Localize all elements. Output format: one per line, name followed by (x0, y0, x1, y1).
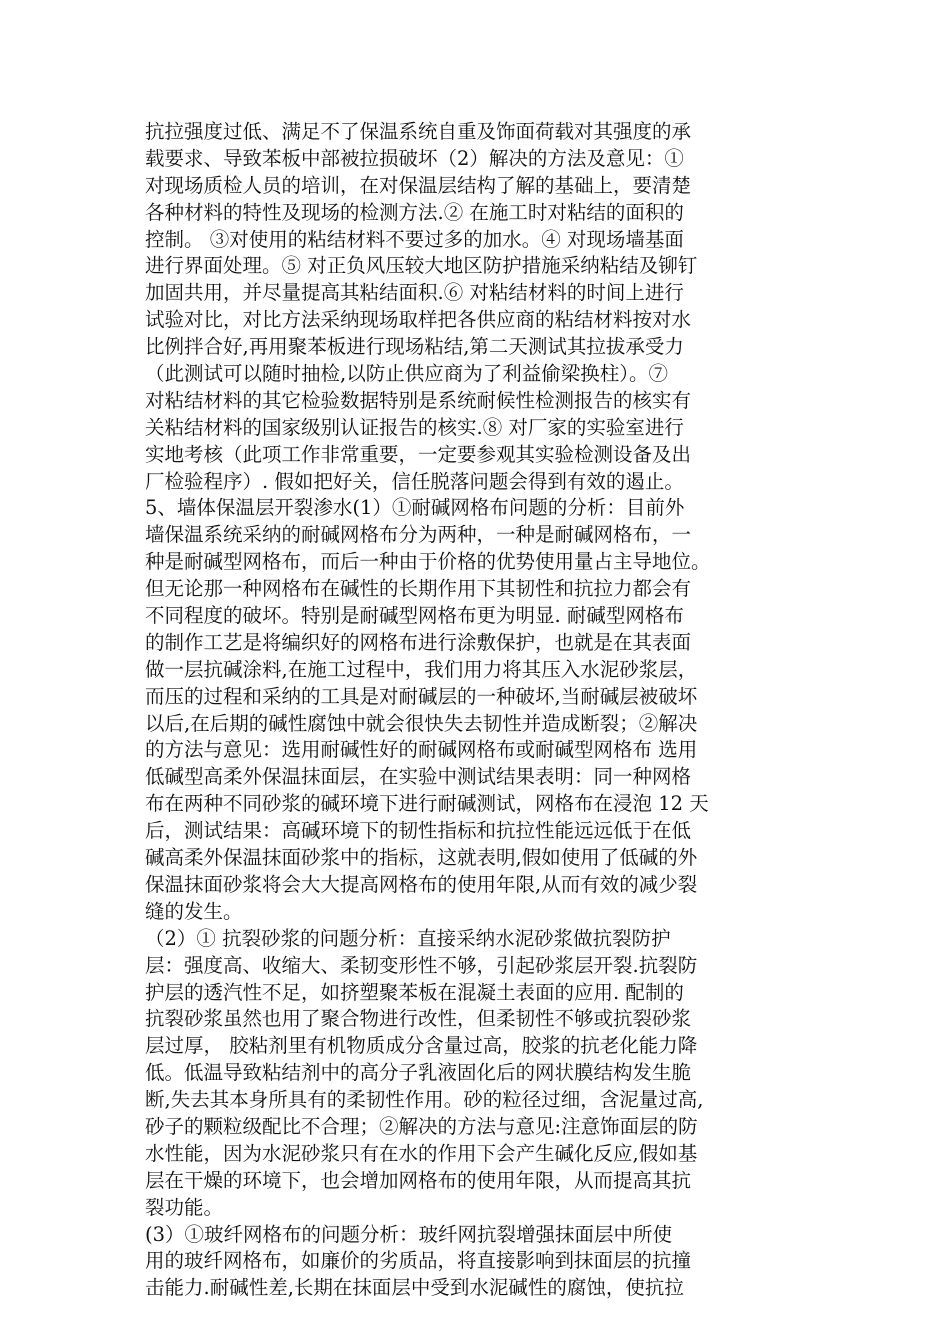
text-line: 断,失去其本身所具有的柔韧性作用。砂的粒径过细，含泥量过高, (145, 1088, 704, 1112)
text-line: 载要求、导致苯板中部被拉损破坏（2）解决的方法及意见：① (145, 146, 684, 170)
text-line: 的方法与意见：选用耐碱性好的耐碱网格布或耐碱型网格布 选用 (145, 738, 698, 762)
document-page (145, 119, 805, 1302)
text-line: 击能力.耐碱性差,长期在抹面层中受到水泥碱性的腐蚀，使抗拉 (145, 1276, 684, 1300)
text-line: 种是耐碱型网格布，而后一种由于价格的优势使用量占主导地位。 (145, 550, 711, 574)
text-line: 厂检验程序）. 假如把好关，信任脱落问题会得到有效的遏止。 (145, 469, 684, 493)
text-line: 以后,在后期的碱性腐蚀中就会很快失去韧性并造成断裂；②解决 (145, 711, 698, 735)
text-line: 对粘结材料的其它检验数据特别是系统耐候性检测报告的核实有 (145, 388, 692, 412)
text-line: 各种材料的特性及现场的检测方法.② 在施工时对粘结的面积的 (145, 200, 684, 224)
text-line: 层在干燥的环境下，也会增加网格布的使用年限，从而提高其抗 (145, 1168, 692, 1192)
text-line: 但无论那一种网格布在碱性的长期作用下其韧性和抗拉力都会有 (145, 577, 692, 601)
text-line: 布在两种不同砂浆的碱环境下进行耐碱测试，网格布在浸泡 12 天 (145, 792, 709, 816)
text-line: （此测试可以随时抽检,以防止供应商为了利益偷梁换柱）。⑦ (145, 362, 668, 386)
text-line: (3）①玻纤网格布的问题分析：玻纤网抗裂增强抹面层中所使 (145, 1222, 673, 1246)
text-line: 层：强度高、收缩大、柔韧变形性不够，引起砂浆层开裂.抗裂防 (145, 953, 698, 977)
text-line: 的制作工艺是将编织好的网格布进行涂敷保护，也就是在其表面 (145, 630, 692, 654)
text-line: 裂功能。 (145, 1195, 224, 1219)
text-line: 抗裂砂浆虽然也用了聚合物进行改性，但柔韧性不够或抗裂砂浆 (145, 1007, 692, 1031)
text-line: 水性能，因为水泥砂浆只有在水的作用下会产生碱化反应,假如基 (145, 1141, 698, 1165)
text-line: 进行界面处理。⑤ 对正负风压较大地区防护措施采纳粘结及铆钉 (145, 254, 698, 278)
text-line: 保温抹面砂浆将会大大提高网格布的使用年限,从而有效的减少裂 (145, 872, 698, 896)
text-line: 比例拌合好,再用聚苯板进行现场粘结,第二天测试其拉拔承受力 (145, 335, 684, 359)
text-line: 对现场质检人员的培训，在对保温层结构了解的基础上，要清楚 (145, 173, 692, 197)
text-line: 实地考核（此项工作非常重要，一定要参观其实验检测设备及出 (145, 442, 692, 466)
text-line: 不同程度的破坏。特别是耐碱型网格布更为明显. 耐碱型网格布 (145, 604, 684, 628)
text-line: 低碱型高柔外保温抹面层，在实验中测试结果表明：同一种网格 (145, 765, 692, 789)
text-line: 加固共用，并尽量提高其粘结面积.⑥ 对粘结材料的时间上进行 (145, 281, 684, 305)
text-line: 控制。 ③对使用的粘结材料不要过多的加水。④ 对现场墙基面 (145, 227, 684, 251)
text-line: 护层的透汽性不足，如挤塑聚苯板在混凝土表面的应用. 配制的 (145, 980, 684, 1004)
text-line: 低。低温导致粘结剂中的高分子乳液固化后的网状膜结构发生脆 (145, 1061, 692, 1085)
text-line: 用的玻纤网格布，如廉价的劣质品，将直接影响到抹面层的抗撞 (145, 1249, 692, 1273)
text-line: 层过厚， 胶粘剂里有机物质成分含量过高，胶浆的抗老化能力降 (145, 1034, 698, 1058)
text-line: 抗拉强度过低、满足不了保温系统自重及饰面荷载对其强度的承 (145, 120, 692, 143)
text-line: 砂子的颗粒级配比不合理；②解决的方法与意见:注意饰面层的防 (145, 1114, 698, 1138)
text-line: 做一层抗碱涂料,在施工过程中，我们用力将其压入水泥砂浆层， (145, 657, 698, 681)
text-line: 试验对比，对比方法采纳现场取样把各供应商的粘结材料按对水 (145, 308, 692, 332)
text-line: 缝的发生。 (145, 899, 243, 923)
text-line: （2）① 抗裂砂浆的问题分析：直接采纳水泥砂浆做抗裂防护 (145, 926, 671, 950)
text-line: 碱高柔外保温抹面砂浆中的指标，这就表明,假如使用了低碱的外 (145, 846, 698, 870)
text-line: 关粘结材料的国家级别认证报告的核实.⑧ 对厂家的实验室进行 (145, 415, 684, 439)
text-line: 后，测试结果：高碱环境下的韧性指标和抗拉性能远远低于在低 (145, 819, 692, 843)
text-line: 而压的过程和采纳的工具是对耐碱层的一种破坏,当耐碱层被破坏 (145, 684, 698, 708)
text-line: 墙保温系统采纳的耐碱网格布分为两种，一种是耐碱网格布，一 (145, 523, 692, 547)
text-line: 5、墙体保温层开裂渗水(1）①耐碱网格布问题的分析：目前外 (145, 496, 685, 520)
